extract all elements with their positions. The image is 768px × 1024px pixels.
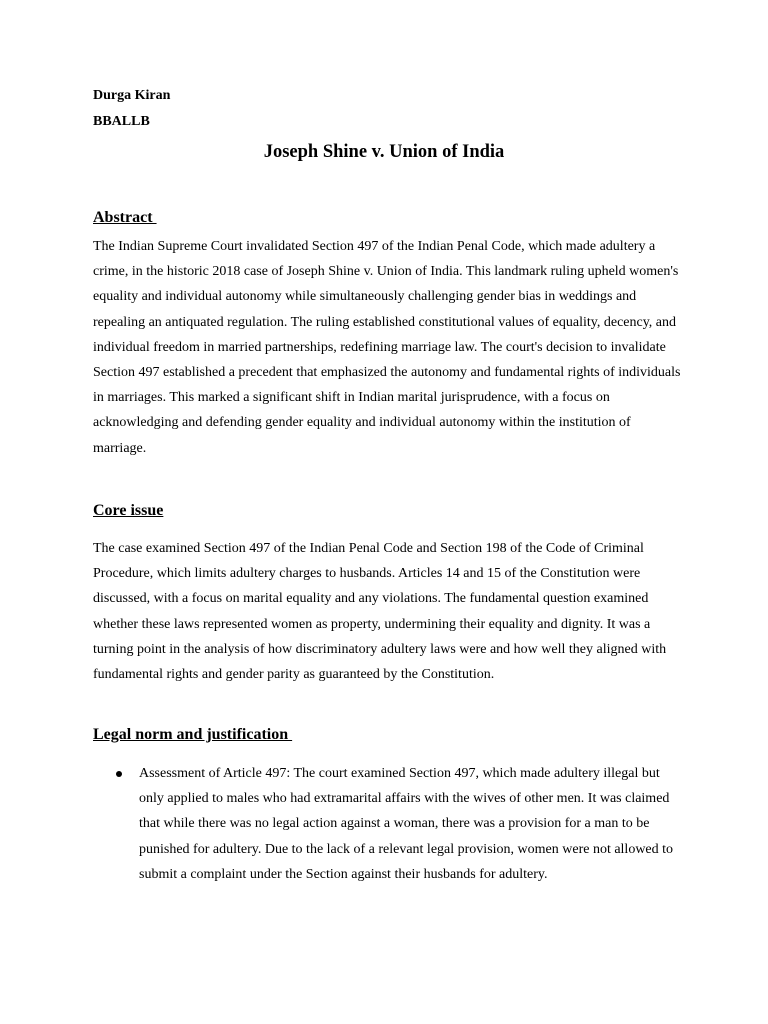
- abstract-paragraph: The Indian Supreme Court invalidated Section 497 of the Indian Penal Code, which made adultery a crime, in the historic 2018 case of Joseph Shine v. Union of India. This landmark ruling upheld women's equality and individual autonomy while simultaneously challenging gender bias in weddings and repealing an antiquated regulation. The ruling established constitutional values of equality, decency, and individual freedom in married partnerships, redefining marriage law. The court's decision to invalidate Section 497 established a precedent that emphasized the autonomy and fundamental rights of individuals in marriages. This marked a significant shift in Indian marital jurisprudence, with a focus on acknowledging and defending gender equality and individual autonomy within the institution of marriage.: [93, 239, 681, 456]
- bullet-point-icon: [116, 771, 122, 777]
- core-issue-paragraph: The case examined Section 497 of the Indian Penal Code and Section 198 of the Code of Criminal Procedure, which limits adultery charges to husbands. Articles 14 and 15 of the Constitution were discussed, with a focus on marital equality and any violations. The fundamental question examined whether these laws represented women as property, undermining their equality and dignity. It was a turning point in the analysis of how discriminatory adultery laws were and how well they aligned with fundamental rights and gender parity as guaranteed by the Constitution.: [93, 541, 667, 683]
- bullet-item: [93, 761, 683, 887]
- bullet-text: Assessment of Article 497: The court examined Section 497, which made adultery illegal but only applied to males who had extramarital affairs with the wives of other men. It was claimed that while there was no legal action against a woman, there was a provision for a man to be punished for adultery. Due to the lack of a relevant legal provision, women were not allowed to submit a complaint under the Section against their husbands for adultery.: [139, 766, 674, 882]
- abstract-heading: Abstract: [93, 209, 157, 226]
- document-title: Joseph Shine v. Union of India: [263, 142, 505, 162]
- legal-norm-heading: Legal norm and justification: [93, 726, 293, 743]
- legal-norm-bullet-list: [93, 761, 683, 887]
- author-name: Durga Kiran: [93, 88, 171, 103]
- core-issue-heading: Core issue: [93, 502, 164, 519]
- author-course: BBALLB: [93, 114, 150, 129]
